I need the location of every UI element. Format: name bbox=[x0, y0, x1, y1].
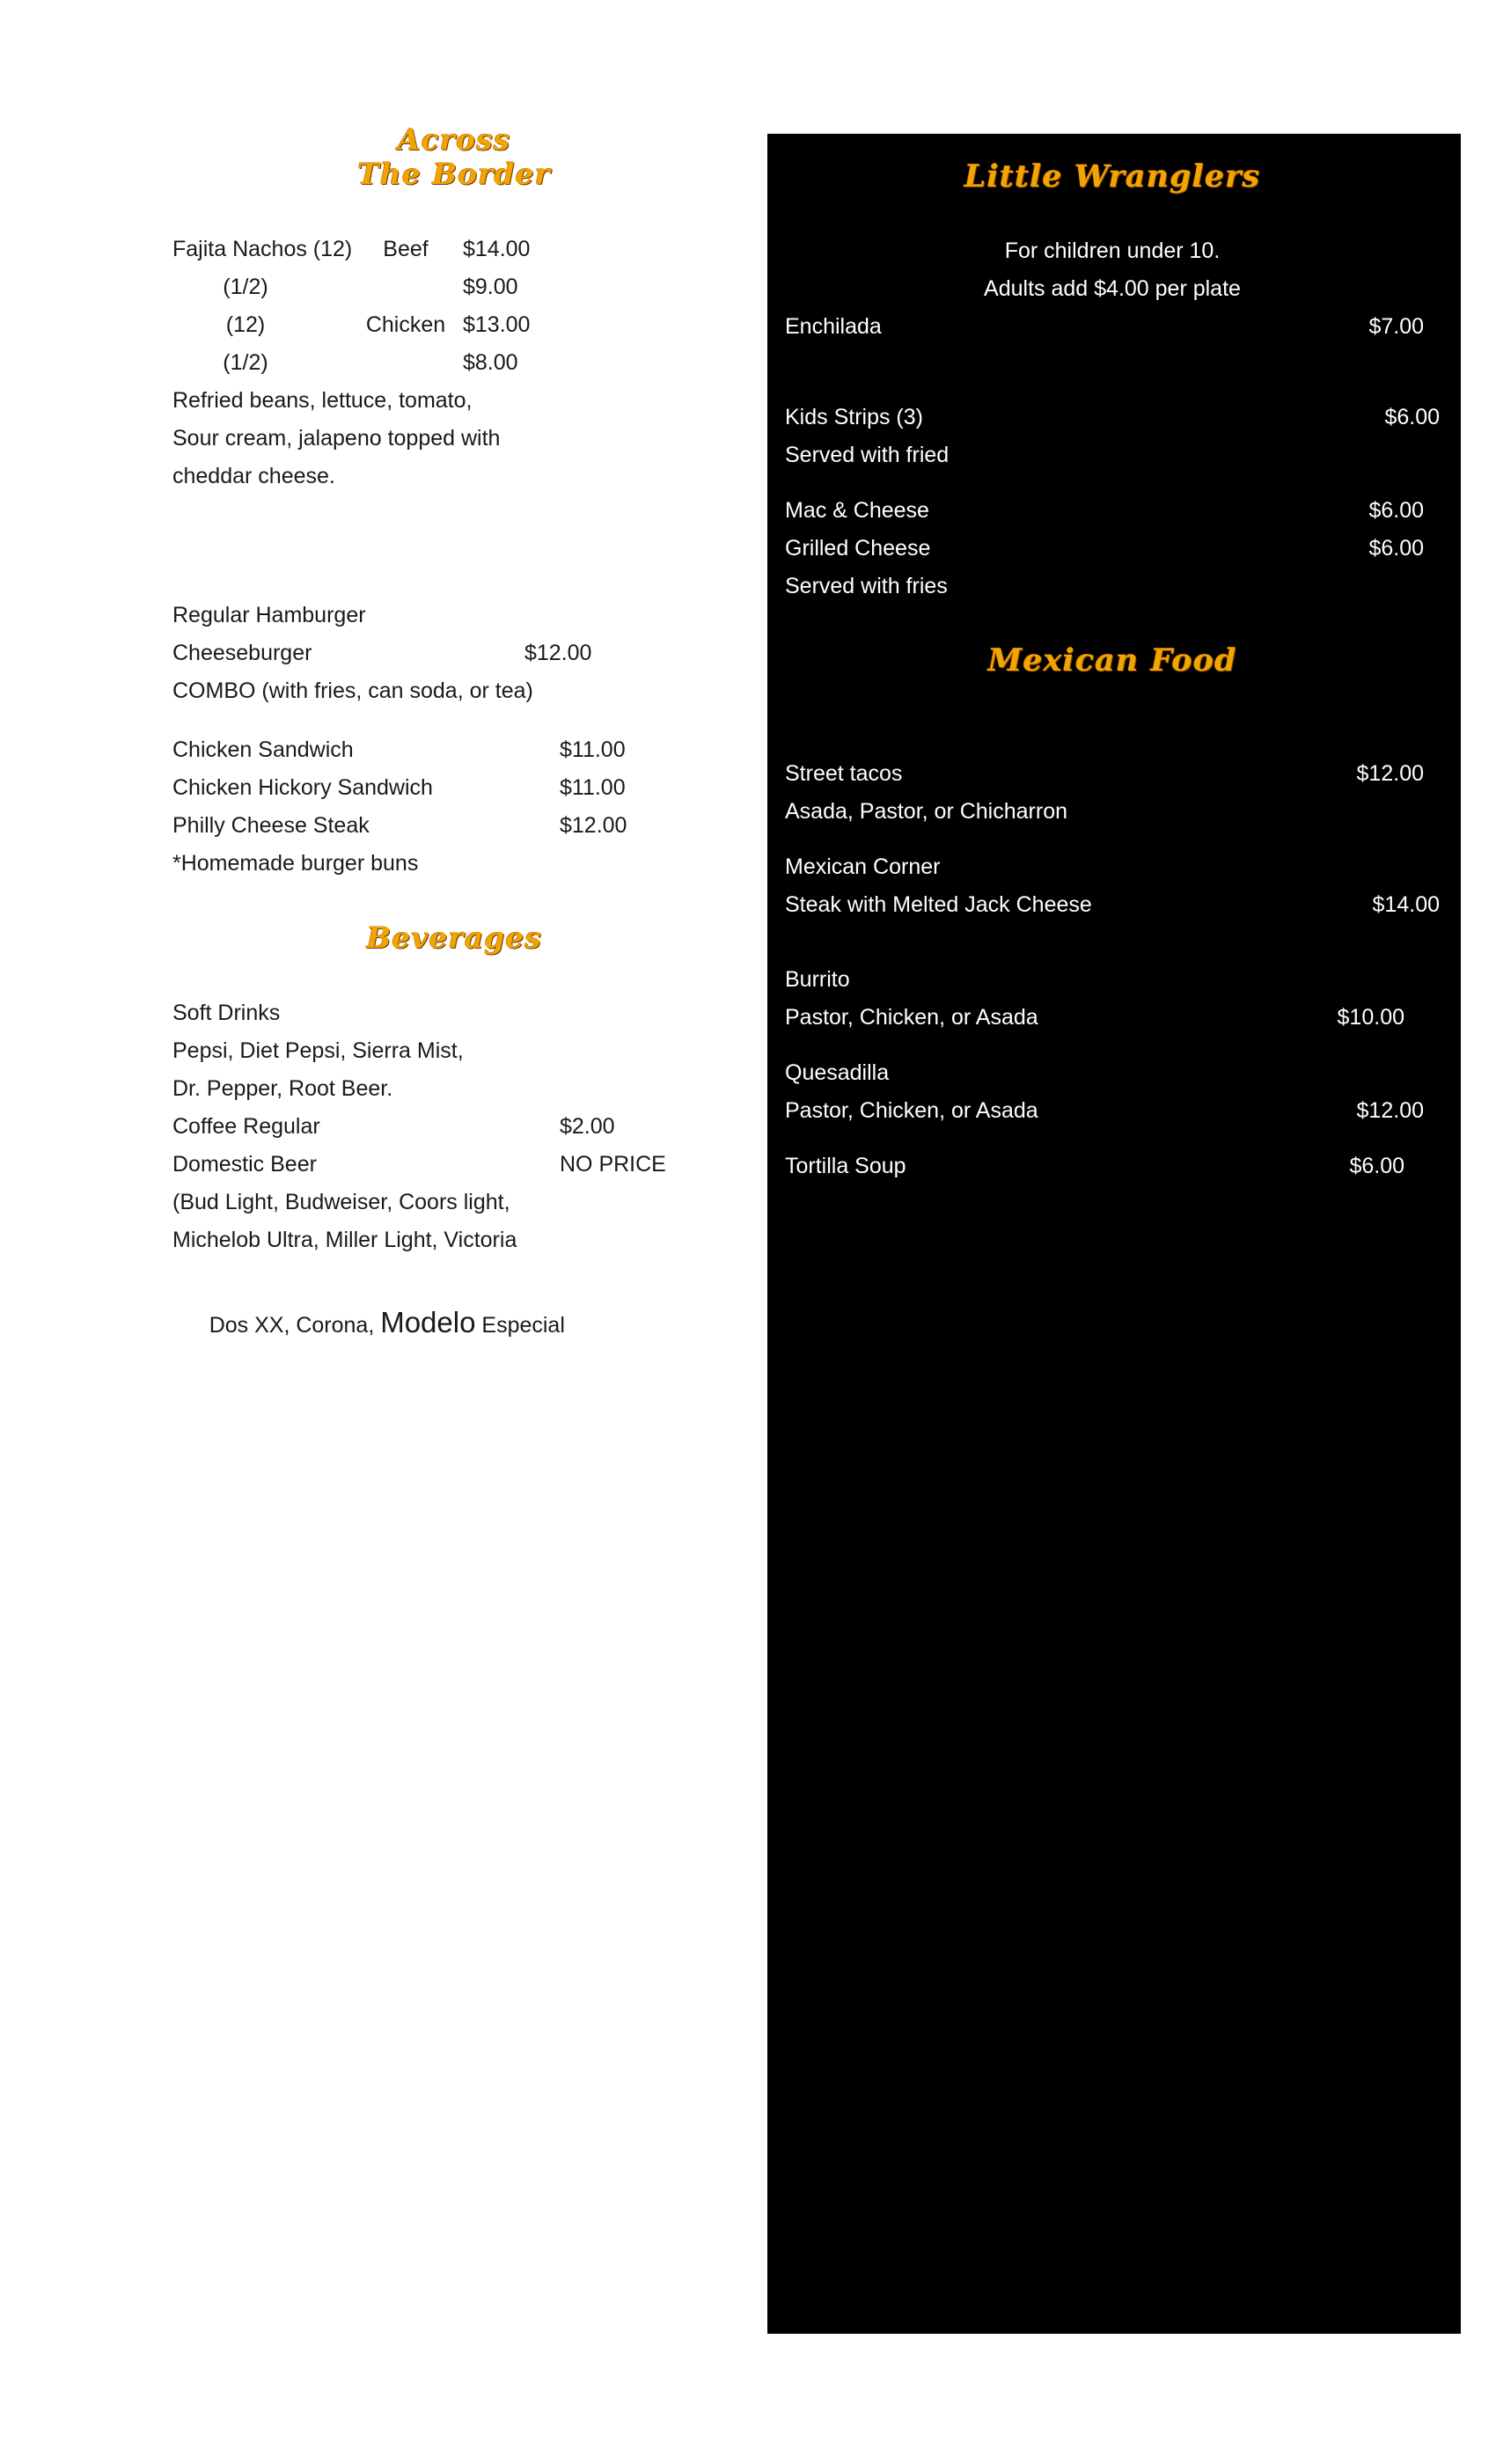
heading-line-1: Across bbox=[397, 122, 511, 157]
item-description: Pastor, Chicken, or Asada bbox=[785, 1005, 1038, 1030]
item-price: $7.00 bbox=[1368, 314, 1424, 339]
spacer bbox=[785, 346, 1440, 399]
burgers-block bbox=[172, 597, 736, 710]
item-price bbox=[524, 597, 665, 634]
spacer bbox=[785, 1037, 1440, 1054]
item-name: Burrito bbox=[785, 967, 850, 992]
item-name: Cheeseburger bbox=[172, 640, 312, 665]
menu-row bbox=[785, 308, 1440, 346]
spacer bbox=[785, 474, 1440, 492]
item-name: Chicken Hickory Sandwich bbox=[172, 774, 433, 800]
description-line: Refried beans, lettuce, tomato, bbox=[172, 387, 473, 413]
menu-row bbox=[172, 769, 736, 807]
item-variant bbox=[348, 344, 463, 382]
children-note-line: Adults add $4.00 per plate bbox=[984, 276, 1241, 301]
menu-row bbox=[172, 344, 736, 382]
item-name: Mac & Cheese bbox=[785, 498, 929, 523]
item-name: Quesadilla bbox=[785, 1060, 890, 1085]
item-price: NO PRICE bbox=[560, 1151, 666, 1177]
item-name: Grilled Cheese bbox=[785, 536, 931, 561]
beverages-block bbox=[172, 994, 736, 1389]
menu-row bbox=[172, 731, 736, 769]
item-name: Domestic Beer bbox=[172, 1151, 317, 1177]
item-price: $12.00 bbox=[524, 640, 592, 665]
item-price: $2.00 bbox=[560, 1113, 615, 1139]
item-price: $8.00 bbox=[463, 349, 518, 375]
menu-row bbox=[172, 1146, 736, 1184]
menu-row bbox=[785, 886, 1440, 924]
item-price: $14.00 bbox=[463, 236, 531, 261]
item-variant: Chicken bbox=[365, 312, 446, 337]
spacer bbox=[785, 195, 1440, 232]
beer-list-line: (Bud Light, Budweiser, Coors light, bbox=[172, 1189, 510, 1214]
spacer bbox=[785, 134, 1440, 158]
item-name: Tortilla Soup bbox=[785, 1154, 906, 1178]
beer-list-suffix: Especial bbox=[475, 1312, 565, 1338]
item-price: $6.00 bbox=[1384, 405, 1440, 429]
item-price: $12.00 bbox=[1356, 1098, 1424, 1123]
item-price bbox=[524, 672, 665, 710]
item-name: Philly Cheese Steak bbox=[172, 812, 370, 838]
item-name: Coffee Regular bbox=[172, 1113, 320, 1139]
sandwiches-block bbox=[172, 731, 736, 883]
spacer bbox=[172, 710, 736, 731]
item-description: Steak with Melted Jack Cheese bbox=[785, 892, 1092, 917]
menu-row bbox=[172, 306, 736, 344]
item-price: $10.00 bbox=[1337, 1005, 1404, 1030]
beer-brand-modelo: Modelo bbox=[380, 1305, 476, 1338]
item-price: $6.00 bbox=[1368, 536, 1424, 561]
item-name: (1/2) bbox=[223, 349, 268, 375]
item-name: COMBO (with fries, can soda, or tea) bbox=[172, 678, 533, 703]
section-heading-mexican-food: Mexican Food bbox=[987, 642, 1237, 678]
kids-menu-block bbox=[785, 308, 1440, 605]
spacer bbox=[785, 1130, 1440, 1148]
burger-buns-note: *Homemade burger buns bbox=[172, 850, 419, 876]
menu-row bbox=[785, 755, 1440, 793]
spacer bbox=[172, 956, 736, 994]
description-line: Sour cream, jalapeno topped with bbox=[172, 425, 501, 451]
item-description: Served with fried bbox=[785, 443, 950, 467]
heading-line-2: The Border bbox=[357, 156, 551, 191]
spacer bbox=[172, 192, 736, 231]
item-price: $6.00 bbox=[1349, 1154, 1404, 1178]
menu-row bbox=[785, 1148, 1440, 1185]
item-name: Regular Hamburger bbox=[172, 602, 366, 627]
menu-row bbox=[172, 807, 736, 845]
spacer bbox=[785, 924, 1440, 961]
item-price: $12.00 bbox=[1356, 761, 1424, 786]
menu-row bbox=[785, 399, 1440, 436]
spacer bbox=[172, 883, 736, 921]
little-wranglers-panel bbox=[767, 134, 1461, 2334]
section-heading-little-wranglers: Little Wranglers bbox=[964, 158, 1261, 194]
item-price: $13.00 bbox=[463, 312, 531, 337]
menu-row bbox=[785, 999, 1440, 1037]
menu-row bbox=[172, 1108, 736, 1146]
item-name: Enchilada bbox=[785, 314, 882, 339]
item-price: $12.00 bbox=[560, 812, 627, 838]
item-description: Pastor, Chicken, or Asada bbox=[785, 1098, 1038, 1123]
beer-list-line: Michelob Ultra, Miller Light, Victoria bbox=[172, 1227, 517, 1252]
item-name: Fajita Nachos (12) bbox=[172, 236, 353, 261]
item-name: Chicken Sandwich bbox=[172, 737, 354, 762]
item-name: (1/2) bbox=[223, 274, 268, 299]
item-name: (12) bbox=[225, 312, 266, 337]
item-price: $11.00 bbox=[560, 737, 626, 762]
spacer bbox=[785, 679, 1440, 755]
item-price: $9.00 bbox=[463, 274, 518, 299]
item-variant bbox=[348, 268, 463, 306]
beer-list-prefix: Dos XX, Corona, bbox=[209, 1312, 381, 1338]
menu-row bbox=[172, 231, 736, 268]
item-variant: Beef bbox=[383, 236, 429, 261]
spacer bbox=[785, 831, 1440, 848]
mexican-food-block bbox=[785, 755, 1440, 1185]
soft-drinks-list-line: Dr. Pepper, Root Beer. bbox=[172, 1075, 393, 1101]
item-price: $6.00 bbox=[1368, 498, 1424, 523]
menu-row bbox=[785, 492, 1440, 530]
soft-drinks-list-line: Pepsi, Diet Pepsi, Sierra Mist, bbox=[172, 1038, 464, 1063]
menu-row bbox=[785, 530, 1440, 568]
description-line: cheddar cheese. bbox=[172, 463, 335, 488]
beer-list-line-modelo bbox=[172, 1259, 736, 1389]
item-name: Mexican Corner bbox=[785, 854, 941, 879]
item-description: Served with fries bbox=[785, 574, 948, 598]
soft-drinks-label: Soft Drinks bbox=[172, 1000, 281, 1025]
item-name: Street tacos bbox=[785, 761, 903, 786]
fajita-nachos-description bbox=[172, 382, 736, 495]
item-name: Kids Strips (3) bbox=[785, 405, 923, 429]
menu-row bbox=[785, 1092, 1440, 1130]
item-price: $14.00 bbox=[1372, 892, 1440, 917]
spacer bbox=[172, 495, 736, 597]
menu-row bbox=[172, 672, 736, 710]
menu-row bbox=[172, 268, 736, 306]
children-note-line: For children under 10. bbox=[1004, 238, 1221, 263]
menu-row bbox=[172, 597, 736, 634]
menu-row bbox=[172, 634, 736, 672]
fajita-nachos-block bbox=[172, 231, 736, 382]
section-heading-across-the-border bbox=[172, 123, 736, 192]
item-price: $11.00 bbox=[560, 774, 626, 800]
across-the-border-section bbox=[172, 123, 736, 1389]
section-heading-beverages: Beverages bbox=[366, 920, 542, 955]
spacer bbox=[785, 605, 1440, 642]
item-description: Asada, Pastor, or Chicharron bbox=[785, 799, 1067, 824]
